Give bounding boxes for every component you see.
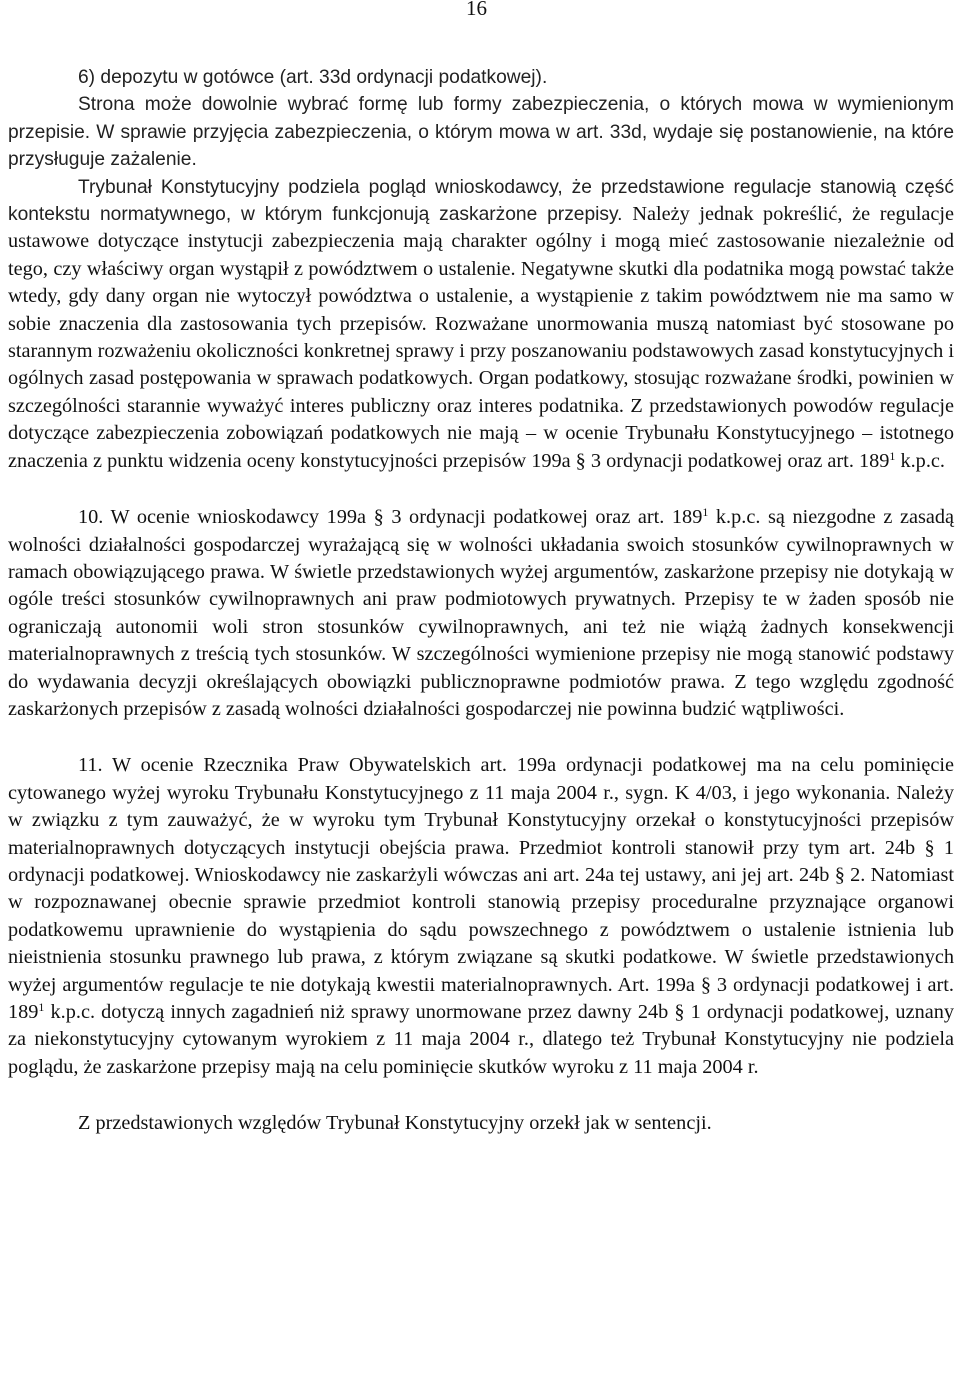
text-run: Strona może dowolnie wybrać formę lub formy zabezpieczenia, o których mowa w wymienionym przepisie. W sprawie przyjęcia zabezpieczenia, o którym mowa w art. 33d, wydaje się postanowienie, na które przysługuje zażalenie.	[8, 94, 954, 171]
paragraph-item-10	[8, 504, 954, 723]
text-run: 6) depozytu w gotówce (art. 33d ordynacji podatkowej).	[78, 67, 548, 88]
text-run: k.p.c. dotyczą innych zagadnień niż sprawy unormowane przez dawny 24b § 1 ordynacji podatkowej, uznany za niekonstytucyjny cytowanym wyrokiem z 11 maja 2004 r., dlatego też Trybunał Konstytucyjny nie podziela poglądu, że zaskarżone przepisy mają na celu pominięcie skutków wyroku z 11 maja 2004 r.	[8, 1001, 954, 1078]
text-run: Trybunał Konstytucyjny podziela pogląd wnioskodawcy, że przedstawione regulacje stanowią część kontekstu normatywnego, w którym funkcjonują zaskarżone przepisy.	[8, 176, 954, 226]
superscript: 1	[889, 448, 896, 463]
paragraph-trybunal	[8, 174, 954, 475]
document-body	[8, 64, 954, 1138]
superscript: 1	[702, 505, 709, 520]
text-run: Z przedstawionych względów Trybunał Konstytucyjny orzekł jak w sentencji.	[78, 1112, 712, 1135]
paragraph-item-11	[8, 752, 954, 1081]
paragraph-strona	[8, 91, 954, 173]
page-number: 16	[466, 0, 487, 20]
paragraph-item-6	[8, 64, 954, 91]
text-run: 10. W ocenie wnioskodawcy 199a § 3 ordynacji podatkowej oraz art. 189	[78, 506, 703, 529]
text-run: k.p.c.	[895, 449, 945, 472]
text-run: 11. W ocenie Rzecznika Praw Obywatelskich art. 199a ordynacji podatkowej ma na celu pominięcie cytowanego wyżej wyroku Trybunału Konstytucyjnego z 11 maja 2004 r., sygn. K 4/03, i jego wykonania. Należy w związku z tym zauważyć, że w wyroku tym Trybunał Konstytucyjny orzekał o konstytucyjności przepisów materialnoprawnych dotyczących instytucji obejścia prawa. Przedmiot kontroli stanowił przy tym art. 24b § 1 ordynacji podatkowej. Wnioskodawcy nie zaskarżyli wówczas ani art. 24a tej ustawy, ani jej art. 24b § 2. Natomiast w rozpoznawanej obecnie sprawie przedmiot kontroli stanowią przepisy proceduralne przyznające organowi podatkowemu uprawnienie do wystąpienia do sądu powszechnego z powództwem o ustalenie istnienia lub nieistnienia stosunku prawnego lub prawa, z którym związane są skutki podatkowe. W świetle przedstawionych wyżej argumentów regulacje te nie dotykają kwestii materialnoprawnych. Art. 199a § 3 ordynacji podatkowej i art. 189	[8, 754, 954, 1023]
text-run: k.p.c. są niezgodne z zasadą wolności działalności gospodarczej wyrażającą się w wolności układania swoich stosunków cywilnoprawnych w ramach obowiązującego prawa. W świetle przedstawionych wyżej argumentów, zaskarżone przepisy nie dotykają w ogóle treści stosunków cywilnoprawnych ani praw podmiotowych prywatnych. Przepisy te w żaden sposób nie ograniczają autonomii woli stron stosunków cywilnoprawnych, ani też nie wiążą żadnych konsekwencji materialnoprawnych z treścią tych stosunków. W szczególności wymienione przepisy nie mogą stanowić podstawy do wydawania decyzji określających obowiązki publicznoprawne podmiotów prawa. Z tego względu zgodność zaskarżonych przepisów z zasadą wolności działalności gospodarczej nie powinna budzić wątpliwości.	[8, 506, 954, 720]
text-run: Należy jednak pokreślić, że regulacje ustawowe dotyczące instytucji zabezpieczenia mają charakter ogólny i mogą mieć zastosowanie niezależnie od tego, czy właściwy organ wystąpił z powództwem o ustalenie. Negatywne skutki dla podatnika mogą powstać także wtedy, gdy dany organ nie wytoczył powództwa o ustalenie, a wystąpienie z takim powództwem nie ma samo w sobie znaczenia dla zastosowania tych przepisów. Rozważane unormowania muszą natomiast być stosowane po starannym rozważeniu okoliczności konkretnej sprawy i przy poszanowaniu podstawowych zasad konstytucyjnych i ogólnych zasad postępowania w sprawach podatkowych. Organ podatkowy, stosując rozważane środki, powinien w szczególności starannie wyważyć interes publiczny oraz interes podatnika. Z przedstawionych powodów regulacje dotyczące zabezpieczenia zobowiązań podatkowych nie mają – w ocenie Trybunału Konstytucyjnego – istotnego znaczenia z punktu widzenia oceny konstytucyjności przepisów 199a § 3 ordynacji podatkowej oraz art. 189	[8, 203, 955, 472]
superscript: 1	[38, 1000, 45, 1014]
paragraph-closing	[8, 1110, 954, 1137]
